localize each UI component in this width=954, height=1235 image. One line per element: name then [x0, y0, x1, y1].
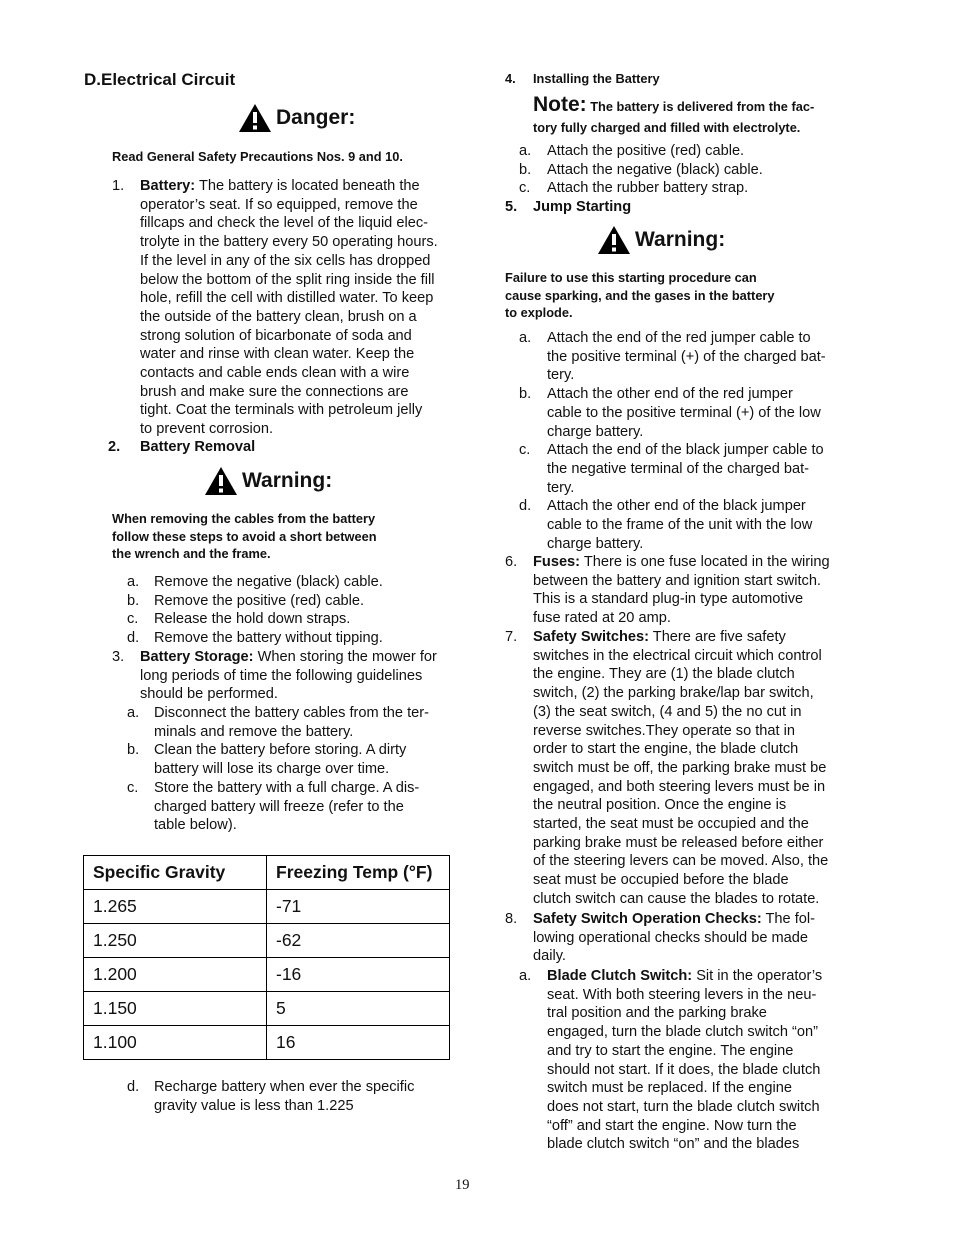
table-cell: 1.250: [84, 924, 267, 958]
table-cell: -71: [267, 890, 450, 924]
list-item: [127, 779, 457, 835]
text-line: cable to the positive terminal (+) of the low: [547, 404, 821, 421]
item-body: [140, 177, 452, 439]
list-item-battery-removal: [108, 438, 448, 457]
text-line: engaged, and both steering levers must be in: [533, 778, 826, 795]
text-line: tery.: [547, 367, 575, 384]
step-mark: c.: [519, 442, 531, 459]
text-line: tery.: [547, 479, 575, 496]
item-number: 3.: [112, 649, 125, 665]
item-body: [547, 967, 854, 1154]
list-item: [519, 441, 849, 497]
text-line: switch must be off, the parking brake must be: [533, 759, 827, 776]
step-mark: a.: [519, 968, 532, 984]
specific-gravity-table: [83, 855, 450, 1060]
list-item-safety-switches: [505, 628, 850, 909]
step-text: Remove the battery without tipping.: [154, 630, 383, 647]
text-line: Attach the other end of the black jumper: [547, 498, 806, 515]
table-header-row: [84, 856, 450, 890]
text-line: blade clutch switch “on” and the blades: [547, 1136, 800, 1153]
step-mark: a.: [519, 143, 532, 159]
warning-callout-removal: [204, 466, 332, 496]
text-line: fuse rated at 20 amp.: [533, 610, 671, 627]
table-row: [84, 1026, 450, 1060]
table-row: [84, 958, 450, 992]
text-line: This is a standard plug-in type automotive: [533, 591, 804, 608]
text-line: and try to start the engine. The engine: [547, 1042, 794, 1059]
text-line: The battery is located beneath the: [195, 178, 420, 194]
text-line: “off” and start the engine. Now turn the: [547, 1117, 797, 1134]
item-number: 7.: [505, 629, 518, 645]
text-line: The battery is delivered from the fac-: [586, 99, 815, 114]
item-label: Safety Switches:: [533, 629, 649, 645]
text-line: the wrench and the frame.: [112, 546, 271, 561]
text-line: table below).: [154, 817, 237, 834]
text-line: The fol-: [761, 911, 815, 927]
text-line: seat must be occupied before the blade: [533, 872, 789, 889]
list-item: [127, 592, 457, 611]
text-line: Failure to use this starting procedure can: [505, 270, 757, 285]
text-line: the negative terminal of the charged bat-: [547, 460, 810, 477]
item-label: Battery Storage:: [140, 649, 254, 665]
text-line: (3) the seat switch, (4 and 5) the no cut in: [533, 703, 802, 720]
text-line: minals and remove the battery.: [154, 723, 354, 740]
item-body: [140, 648, 457, 704]
text-line: order to start the engine, the blade clutch: [533, 741, 799, 758]
step-mark: c.: [127, 779, 139, 796]
step-text: Release the hold down straps.: [154, 611, 351, 628]
list-item: [519, 385, 849, 441]
list-item-operation-checks: [505, 910, 850, 966]
removal-steps: [127, 573, 457, 648]
table-row: [84, 924, 450, 958]
list-item: [519, 179, 849, 198]
text-line: There are five safety: [648, 629, 786, 645]
step-mark: c.: [127, 611, 139, 628]
text-line: the engine. They are (1) the blade clutch: [533, 666, 795, 683]
step-text: Attach the positive (red) cable.: [547, 143, 745, 159]
warning-text-jump: [505, 269, 775, 322]
list-item-battery: [112, 177, 452, 439]
text-line: lowing operational checks should be made: [533, 929, 809, 946]
text-line: switches in the electrical circuit which control: [533, 647, 822, 664]
item-label: Battery:: [140, 178, 196, 194]
list-item: [127, 573, 457, 592]
step-mark: a.: [127, 574, 140, 590]
text-line: Sit in the operator’s: [692, 968, 823, 984]
table-row: [84, 992, 450, 1026]
step-mark: b.: [519, 161, 532, 178]
list-item: [519, 161, 849, 180]
item-number: 4.: [505, 71, 516, 86]
text-line: If the level in any of the six cells has dropped: [140, 252, 431, 269]
table-cell: 5: [267, 992, 450, 1026]
table-header-cell: Freezing Temp (°F): [267, 856, 450, 890]
danger-text: Read General Safety Precautions Nos. 9 and 10.: [112, 149, 403, 164]
step-mark: a.: [127, 705, 140, 721]
text-line: switch must be replaced. If the engine: [547, 1080, 792, 1097]
step-text: Attach the rubber battery strap.: [547, 180, 749, 197]
text-line: to explode.: [505, 305, 573, 320]
list-item: [127, 704, 457, 741]
table-cell: 1.200: [84, 958, 267, 992]
step-text: Attach the negative (black) cable.: [547, 161, 763, 178]
text-line: brush and make sure the connections are: [140, 383, 409, 400]
list-item-battery-storage: [112, 648, 457, 704]
page-number: 19: [455, 1177, 470, 1193]
list-item-fuses: [505, 553, 850, 628]
text-line: of the steering levers can be moved. Also, the: [533, 853, 829, 870]
text-line: engaged, turn the blade clutch switch “on”: [547, 1024, 818, 1041]
warning-callout-jump: [597, 225, 725, 255]
text-line: battery will lose its charge over time.: [154, 761, 390, 778]
table-cell: 1.265: [84, 890, 267, 924]
step-text: Remove the positive (red) cable.: [154, 592, 365, 609]
install-steps: [519, 142, 849, 198]
text-line: daily.: [533, 948, 566, 965]
step-mark: b.: [127, 592, 140, 609]
table-cell: 1.100: [84, 1026, 267, 1060]
item-number: 5.: [505, 199, 518, 215]
text-line: long periods of time the following guidelines: [140, 667, 423, 684]
step-mark: d.: [519, 498, 532, 515]
text-line: switch, (2) the parking brake/lap bar switch,: [533, 685, 814, 702]
item-number: 6.: [505, 554, 518, 570]
text-line: strong solution of bicarbonate of soda and: [140, 327, 412, 344]
list-item: [519, 497, 849, 553]
text-line: parking brake must be released before either: [533, 834, 824, 851]
warning-triangle-icon: [238, 103, 272, 133]
table-header-cell: Specific Gravity: [84, 856, 267, 890]
text-line: to prevent corrosion.: [140, 421, 274, 438]
text-line: the outside of the battery clean, brush on a: [140, 308, 417, 325]
step-text: Remove the negative (black) cable.: [154, 574, 383, 590]
warning-triangle-icon: [204, 466, 238, 496]
text-line: tight. Coat the terminals with petroleum jelly: [140, 402, 423, 419]
text-line: When storing the mower for: [253, 649, 437, 665]
text-line: cause sparking, and the gases in the battery: [505, 287, 775, 303]
list-item: [127, 741, 457, 778]
text-line: tral position and the parking brake: [547, 1005, 767, 1022]
item-number: 8.: [505, 911, 518, 927]
warning-triangle-icon: [597, 225, 631, 255]
list-item-jump-starting: [505, 198, 631, 217]
storage-step-d: [127, 1078, 457, 1115]
step-mark: a.: [519, 330, 532, 346]
table-cell: 1.150: [84, 992, 267, 1026]
warning-title: Warning:: [242, 469, 333, 492]
list-item: [127, 629, 457, 648]
list-item: [519, 142, 849, 161]
step-mark: c.: [519, 180, 531, 197]
text-line: follow these steps to avoid a short between: [112, 528, 377, 544]
list-item: [127, 610, 457, 629]
danger-callout: [238, 103, 355, 133]
text-line: When removing the cables from the battery: [112, 511, 376, 526]
warning-title: Warning:: [635, 228, 726, 251]
text-line: contacts and cable ends clean with a wire: [140, 365, 410, 382]
text-line: should not start. If it does, the blade clutch: [547, 1061, 821, 1078]
text-line: below the bottom of the split ring inside the fill: [140, 271, 435, 288]
table-cell: -16: [267, 958, 450, 992]
jump-steps: [519, 329, 849, 553]
danger-title: Danger:: [276, 106, 356, 129]
table-row: [84, 890, 450, 924]
table-cell: -62: [267, 924, 450, 958]
text-line: Attach the end of the red jumper cable to: [547, 330, 811, 346]
text-line: charged battery will freeze (refer to the: [154, 798, 404, 815]
item-number: 2.: [108, 439, 121, 455]
text-line: Attach the other end of the red jumper: [547, 386, 793, 403]
item-label: Jump Starting: [533, 199, 632, 215]
text-line: Disconnect the battery cables from the ter-: [154, 705, 429, 721]
text-line: Store the battery with a full charge. A dis-: [154, 779, 420, 796]
text-line: charge battery.: [547, 535, 644, 552]
item-body: [533, 628, 850, 909]
item-label: Blade Clutch Switch:: [547, 968, 693, 984]
text-line: operator’s seat. If so equipped, remove the: [140, 196, 418, 213]
step-mark: d.: [127, 630, 140, 647]
step-mark: b.: [519, 386, 532, 403]
note-block: [533, 93, 853, 137]
text-line: trolyte in the battery every 50 operating hours.: [140, 234, 438, 251]
item-body: [533, 910, 850, 966]
text-line: the positive terminal (+) of the charged bat-: [547, 348, 826, 365]
text-line: water and rinse with clean water. Keep the: [140, 346, 415, 363]
list-item-installing: [505, 70, 660, 88]
item-label: Fuses:: [533, 554, 581, 570]
table-cell: 16: [267, 1026, 450, 1060]
section-title: D.Electrical Circuit: [84, 70, 236, 89]
text-line: started, the seat must be occupied and the: [533, 816, 809, 833]
list-item: [519, 329, 849, 385]
item-number: 1.: [112, 178, 125, 194]
item-label: Battery Removal: [140, 439, 256, 455]
text-line: clutch switch can cause the blades to rotate.: [533, 890, 820, 907]
text-line: There is one fuse located in the wiring: [580, 554, 830, 570]
step-mark: b.: [127, 742, 140, 759]
text-line: charge battery.: [547, 423, 644, 440]
text-line: tory fully charged and filled with electrolyte.: [533, 120, 801, 135]
text-line: fillcaps and check the level of the liquid elec-: [140, 215, 428, 232]
item-label: Safety Switch Operation Checks:: [533, 911, 762, 927]
check-blade-clutch: [519, 967, 854, 1154]
text-line: the neutral position. Once the engine is: [533, 797, 787, 814]
text-line: hole, refill the cell with distilled water. To keep: [140, 290, 434, 307]
text-line: between the battery and ignition start switch.: [533, 572, 821, 589]
item-body: [533, 553, 850, 628]
text-line: gravity value is less than 1.225: [154, 1097, 354, 1114]
text-line: seat. With both steering levers in the neu-: [547, 986, 817, 1003]
warning-text-removal: [112, 510, 377, 563]
text-line: Attach the end of the black jumper cable to: [547, 442, 824, 459]
text-line: should be performed.: [140, 686, 278, 703]
text-line: does not start, turn the blade clutch switch: [547, 1098, 820, 1115]
text-line: Recharge battery when ever the specific: [154, 1079, 415, 1095]
text-line: cable to the frame of the unit with the low: [547, 517, 813, 534]
text-line: reverse switches.They operate so that in: [533, 722, 796, 739]
item-label: Installing the Battery: [533, 71, 660, 86]
step-mark: d.: [127, 1079, 140, 1095]
text-line: Clean the battery before storing. A dirty: [154, 742, 407, 759]
note-label: Note:: [533, 93, 587, 116]
storage-steps: [127, 704, 457, 835]
